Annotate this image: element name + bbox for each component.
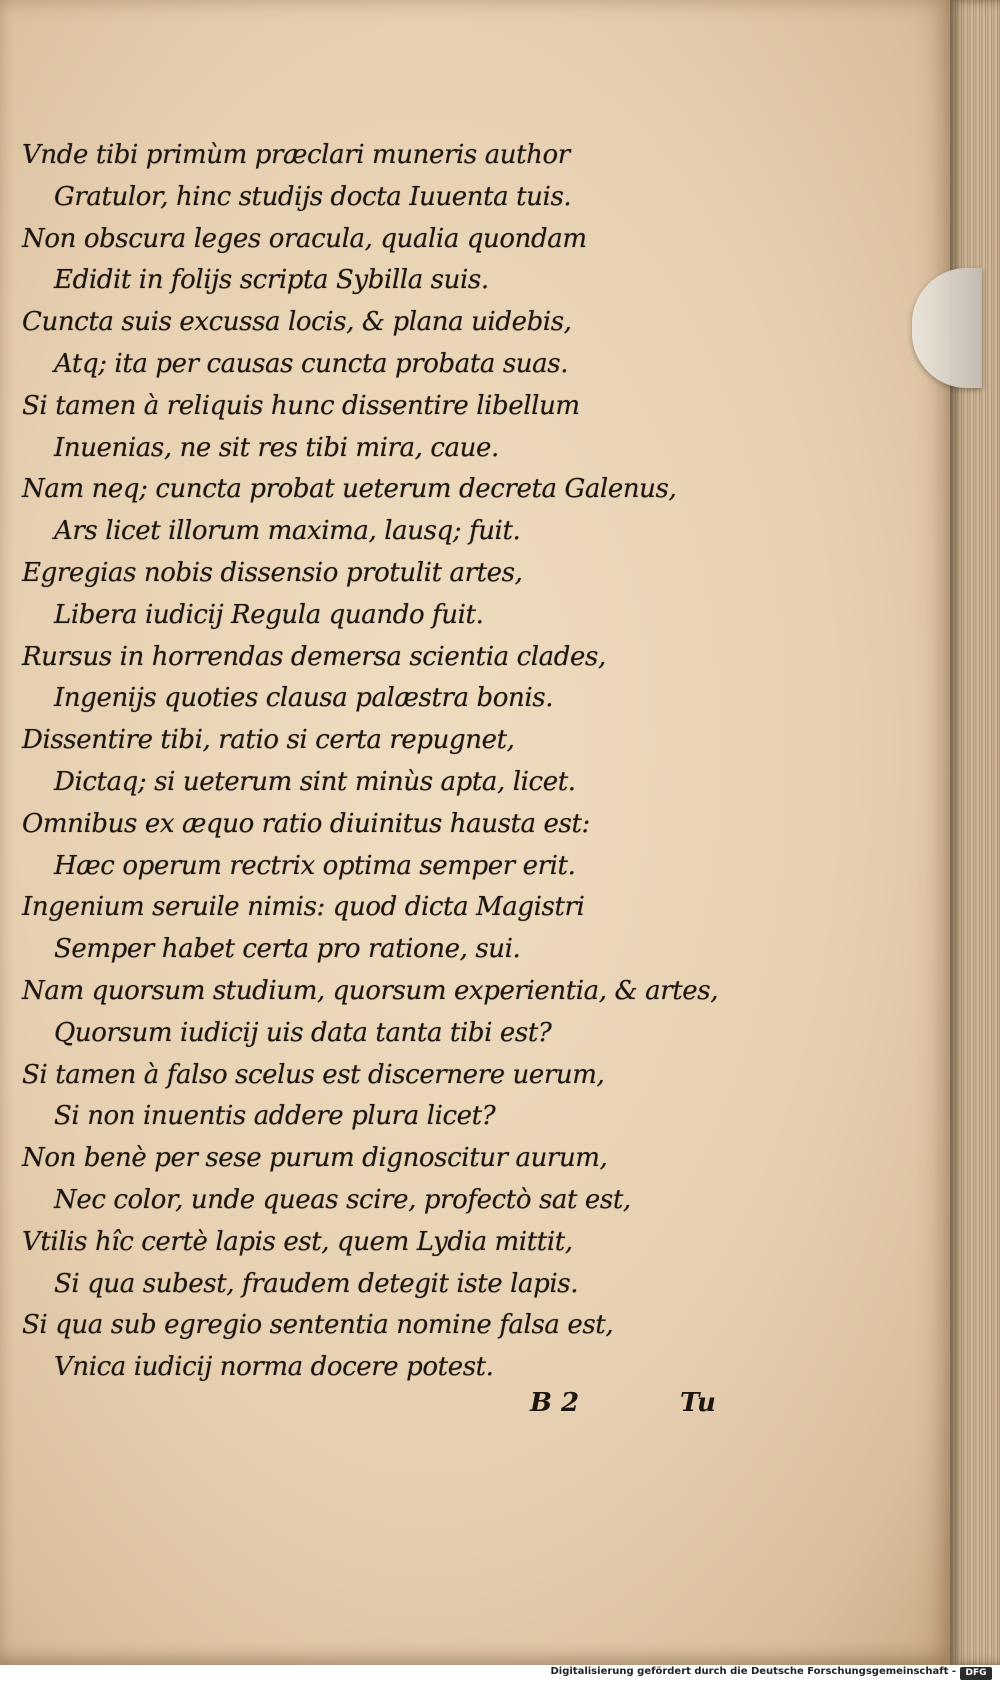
verse-line: Vnica iudicij norma docere potest. — [54, 1352, 494, 1383]
verse-line: Egregias nobis dissensio protulit artes, — [22, 558, 523, 588]
verse-line: Si qua subest, fraudem detegit iste lapis. — [54, 1268, 579, 1299]
verse-line: Inuenias, ne sit res tibi mira, caue. — [54, 432, 499, 463]
verse-line: Nec color, unde queas scire, profectò sat est, — [54, 1185, 631, 1215]
dfg-logo: DFG — [960, 1667, 992, 1680]
funding-credit-text: Digitalisierung gefördert durch die Deutsche Forschungsgemeinschaft - — [550, 1666, 956, 1677]
verse-line: Non benè per sese purum dignoscitur aurum, — [22, 1143, 608, 1174]
verse-line: Si tamen à reliquis hunc dissentire libellum — [22, 390, 580, 421]
verse-line: Si tamen à falso scelus est discernere uerum, — [22, 1059, 605, 1090]
verse-line: Edidit in folijs scripta Sybilla suis. — [54, 265, 489, 296]
verse-line: Rursus in horrendas demersa scientia clades, — [22, 641, 606, 672]
verse-line: Si qua sub egregio sententia nomine falsa est, — [22, 1310, 614, 1341]
verse-line: Vnde tibi primùm præclari muneris author — [22, 140, 570, 170]
digitization-credit-bar — [0, 1665, 1000, 1683]
signature-mark: B 2 — [530, 1388, 580, 1418]
verse-line: Ingenijs quoties clausa palæstra bonis. — [54, 683, 554, 714]
verse-line: Nam quorsum studium, quorsum experientia, & artes, — [22, 976, 719, 1006]
verse-line: Ingenium seruile nimis: quod dicta Magistri — [22, 892, 585, 923]
verse-line: Atq; ita per causas cuncta probata suas. — [54, 349, 569, 379]
verse-line: Quorsum iudicij uis data tanta tibi est? — [54, 1017, 552, 1048]
verse-line: Nam neq; cuncta probat ueterum decreta Galenus, — [22, 474, 677, 505]
verse-line: Si non inuentis addere plura licet? — [54, 1101, 496, 1132]
page-stack-edges — [950, 0, 1000, 1665]
verse-line: Dissentire tibi, ratio si certa repugnet, — [22, 725, 515, 756]
catchword: Tu — [680, 1388, 716, 1418]
verse-line: Omnibus ex æquo ratio diuinitus hausta est: — [22, 808, 590, 839]
verse-line: Hæc operum rectrix optima semper erit. — [54, 850, 576, 881]
page-footer-marks — [530, 1388, 730, 1428]
verse-line: Dictaq; si ueterum sint minùs apta, licet. — [54, 767, 576, 797]
verse-line: Non obscura leges oracula, qualia quondam — [22, 223, 587, 254]
verse-line: Libera iudicij Regula quando fuit. — [54, 599, 484, 630]
verse-line: Semper habet certa pro ratione, sui. — [54, 934, 521, 965]
verse-line: Gratulor, hinc studijs docta Iuuenta tuis. — [54, 181, 572, 212]
verse-line: Cuncta suis excussa locis, & plana uidebis, — [22, 307, 572, 338]
verse-line: Ars licet illorum maxima, lausq; fuit. — [54, 516, 521, 547]
verse-line: Vtilis hîc certè lapis est, quem Lydia mittit, — [22, 1226, 573, 1257]
